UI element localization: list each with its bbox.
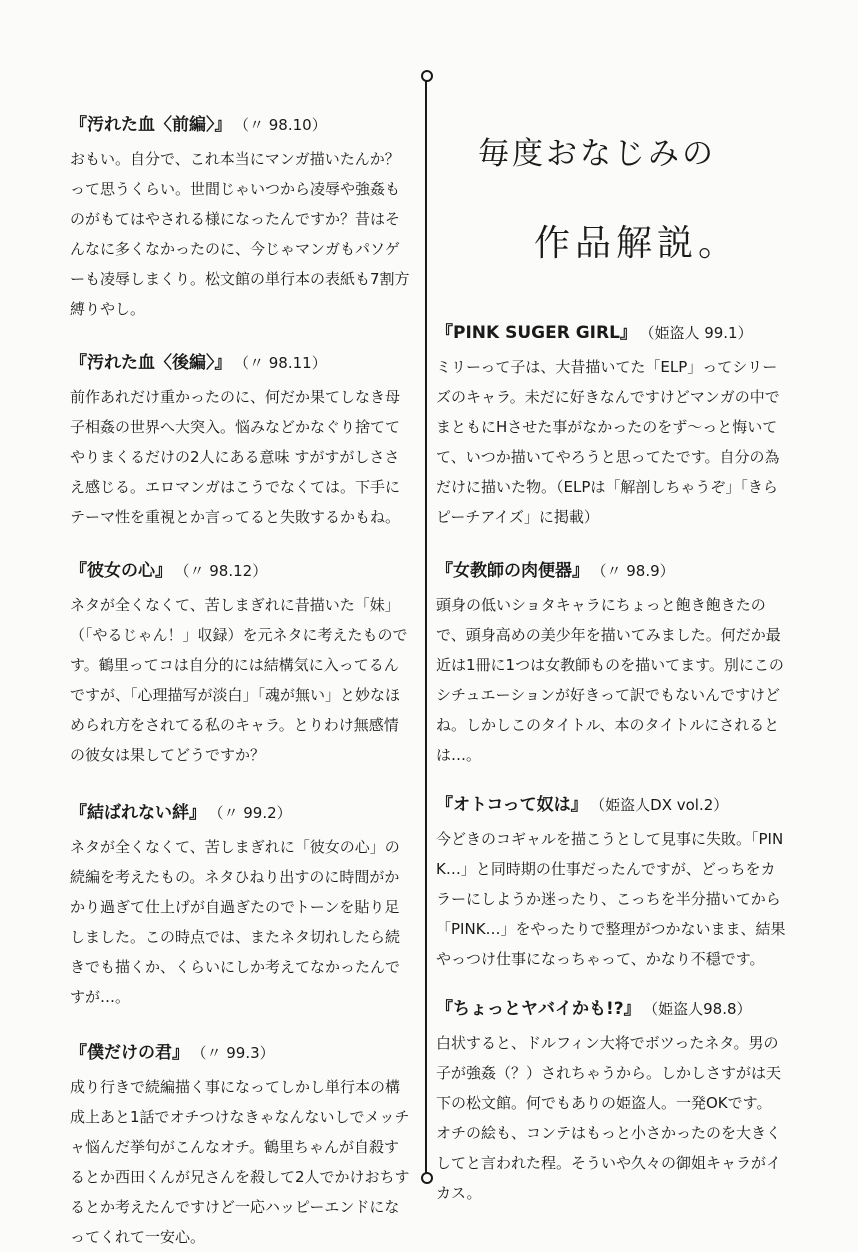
entry-title-text: 『女教師の肉便器』 — [436, 561, 589, 581]
entry-kegareta-chi-zenpen — [70, 112, 410, 324]
entry-meta: （〃 98.11） — [241, 354, 327, 372]
entry-body: ネタが全くなくて、苦しまぎれに昔描いた「妹」（「やるじゃん！」収録）を元ネタに考えたものです。鶴里ってコは自分的には結構気に入ってるんですが、「心理描写が淡白」「魂が無い」と妙なほめられ方をされてる私のキャラ。とりわけ無感情の彼女は果してどうですか？ — [70, 596, 408, 764]
entry-meta: （〃 99.3） — [199, 1044, 275, 1062]
entry-title-text: 『彼女の心』 — [70, 561, 172, 581]
entry-pink-suger-girl — [436, 320, 786, 532]
entry-title — [436, 320, 786, 346]
entry-title-text: 『PINK SUGER GIRL』 — [436, 323, 637, 343]
entry-title — [436, 792, 786, 818]
entry-body: 頭身の低いショタキャラにちょっと飽き飽きたので、頭身高めの美少年を描いてみました。何だか最近は1冊に1つは女教師ものを描いてます。別にこのシチュエーションが好きって訳でもないんですけどね。しかしこのタイトル、本のタイトルにされるとは…。 — [436, 596, 784, 764]
entry-meta: （姫盗人DX vol.2） — [597, 796, 729, 814]
entry-title-text: 『汚れた血〈後編〉』 — [70, 353, 232, 373]
entry-title — [70, 112, 410, 138]
entry-body: ミリーって子は、大昔描いてた「ELP」ってシリーズのキャラ。未だに好きなんですけどマンガの中でまともにHさせた事がなかったのをず～っと悔いてて、いつか描いてやろうと思ってたです。自分の為だけに描いた物。（ELPは「解剖しちゃうぞ」「きらピーチアイズ」に掲載） — [436, 358, 780, 526]
entry-title-text: 『ちょっとヤバイかも!?』 — [436, 999, 641, 1019]
entry-title-text: 『オトコって奴は』 — [436, 795, 588, 815]
entry-meta: （姫盗人98.8） — [650, 1000, 752, 1018]
entry-title — [70, 1040, 410, 1066]
left-column — [70, 112, 410, 1252]
entry-chotto-yabai-kamo — [436, 996, 786, 1208]
entry-otoko-tte-yatsu-wa — [436, 792, 786, 974]
entry-body: 前作あれだけ重かったのに、何だか果てしなき母子相姦の世界へ大突入。悩みなどかなぐり捨ててやりまくるだけの2人にある意味 すがすがしささえ感じる。エロマンガはこうでなくては。下手にテーマ性を重視とか言ってると失敗するかもね。 — [70, 388, 401, 526]
entry-meta: （〃 98.9） — [599, 562, 675, 580]
page-heading-line2: 作品解説。 — [534, 223, 740, 264]
entry-body: 白状すると、ドルフィン大将でボツったネタ。男の子が強姦（？）されちゃうから。しかしさすがは天下の松文館。何でもありの姫盗人。一発OKです。オチの絵も、コンテはもっと小さかったのを大きくしてと言われた程。そういや久々の御姐キャラがイカス。 — [436, 1034, 782, 1202]
entry-boku-dake-no-kimi — [70, 1040, 410, 1252]
entry-title — [436, 558, 786, 584]
entry-body: 成り行きで続編描く事になってしかし単行本の構成上あと1話でオチつけなきゃなんないしでメッチャ悩んだ挙句がこんなオチ。鶴里ちゃんが自殺するとか西田くんが兄さんを殺して2人でかけおちするとか考えたんですけど一応ハッピーエンドになってくれて一安心。 — [70, 1078, 410, 1246]
entry-meta: （〃 99.2） — [216, 804, 292, 822]
entry-body: ネタが全くなくて、苦しまぎれに「彼女の心」の続編を考えたもの。ネタひねり出すのに時間がかかり過ぎて仕上げが自過ぎたのでトーンを貼り足しました。この時点では、またネタ切れしたら続きでも描くか、くらいにしか考えてなかったんですが…。 — [70, 838, 401, 1006]
column-divider — [425, 78, 427, 1176]
entry-musubarenai-kizuna — [70, 800, 410, 1012]
entry-body: おもい。自分で、これ本当にマンガ描いたんか？って思うくらい。世間じゃいつから凌辱や強姦ものがもてはやされる様になったんですか？昔はそんなに多くなかったのに、今じゃマンガもパソゲーも凌辱しまくり。松文館の単行本の表紙も7割方縛りやし。 — [70, 150, 410, 318]
entry-title — [436, 996, 786, 1022]
entry-meta: （〃 98.10） — [241, 116, 327, 134]
entry-title-text: 『汚れた血〈前編〉』 — [70, 115, 232, 135]
right-column — [436, 130, 786, 1208]
entry-title — [70, 558, 410, 584]
entry-title-text: 『僕だけの君』 — [70, 1043, 189, 1063]
entry-title-text: 『結ばれない絆』 — [70, 803, 206, 823]
entry-onna-kyoushi — [436, 558, 786, 770]
entry-title — [70, 350, 410, 376]
entry-kanojo-no-kokoro — [70, 558, 410, 770]
entry-meta: （〃 98.12） — [182, 562, 268, 580]
page-heading-line1: 毎度おなじみの — [478, 136, 716, 172]
entry-meta: （姫盗人 99.1） — [646, 324, 753, 342]
entry-kegareta-chi-kouhen — [70, 350, 410, 532]
entry-title — [70, 800, 410, 826]
entry-body: 今どきのコギャルを描こうとして見事に失敗。「PINK…」と同時期の仕事だったんですが、どっちをカラーにしようか迷ったり、こっちを半分描いてから「PINK…」をやったりで整理がつかないまま、結果やっつけ仕事になっちゃって、かなり不穏です。 — [436, 830, 786, 968]
